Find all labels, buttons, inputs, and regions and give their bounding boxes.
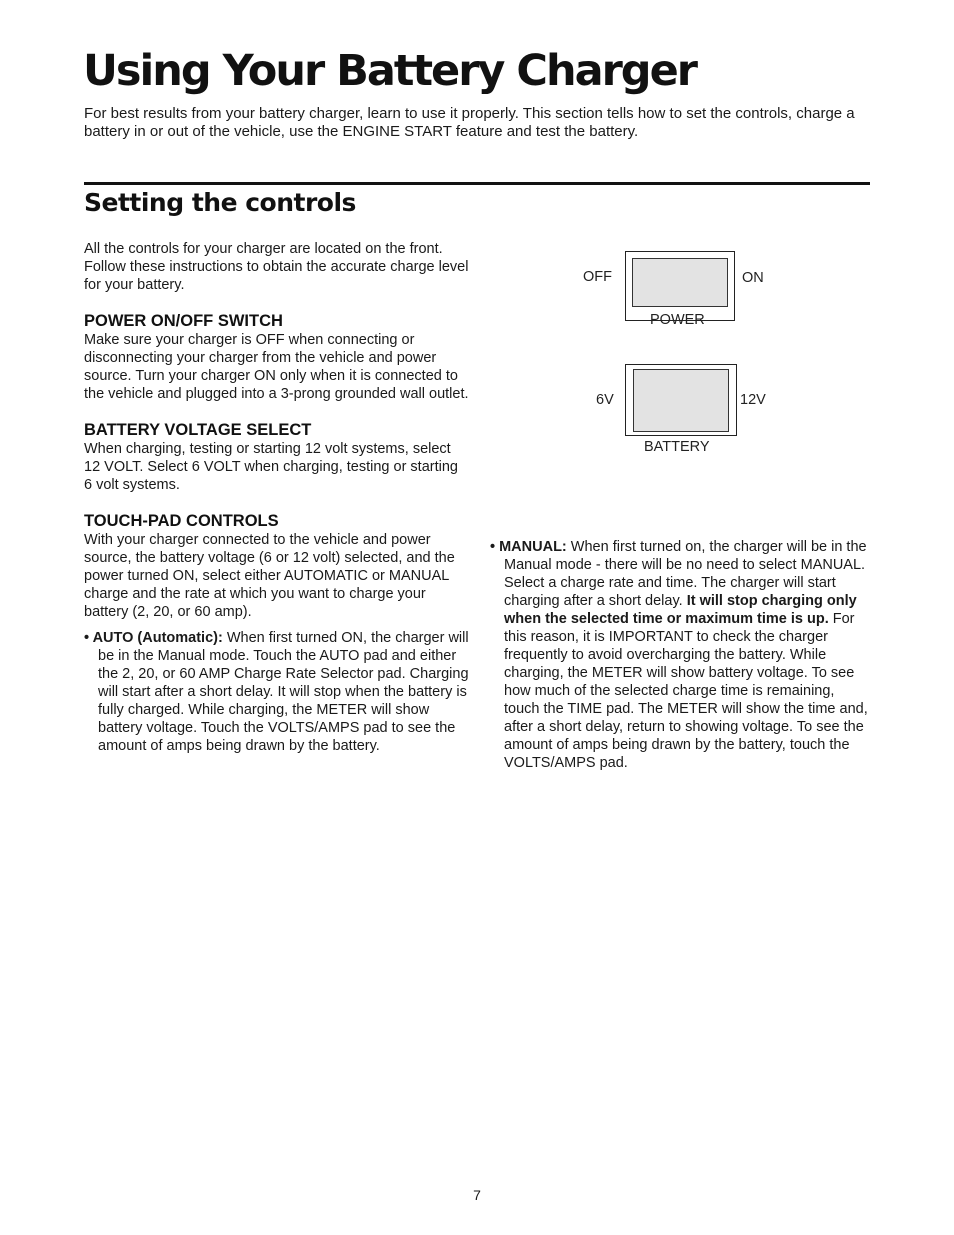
voltage-select-text: When charging, testing or starting 12 volt systems, select 12 VOLT. Select 6 VOLT when charging, testing or starting 6 volt systems. (84, 441, 458, 493)
auto-bullet-text: When first turned ON, the charger will be in the Manual mode. Touch the AUTO pad and either the 2, 20, or 60 AMP Charge Rate Selector pad. Charging will start after a short delay. It will stop when the battery is fully charged. While charging, the METER will show battery voltage. Touch the VOLTS/AMPS pad to see the amount of amps being drawn by the battery. (98, 630, 469, 754)
right-column (490, 538, 872, 772)
auto-bullet (84, 629, 469, 755)
battery-switch-6v-label: 6V (596, 392, 614, 408)
power-switch-off-label: OFF (583, 269, 612, 285)
voltage-select-heading: BATTERY VOLTAGE SELECT (84, 421, 312, 439)
touch-pad-heading: TOUCH-PAD CONTROLS (84, 512, 279, 530)
left-column (84, 240, 469, 755)
page-title: Using Your Battery Charger (83, 46, 696, 96)
power-switch-caption: POWER (650, 312, 705, 328)
section-title: Setting the controls (84, 188, 356, 217)
battery-switch-frame (625, 364, 737, 436)
battery-switch-caption: BATTERY (644, 439, 710, 455)
page-number: 7 (473, 1187, 481, 1203)
section-divider (84, 182, 870, 185)
controls-intro: All the controls for your charger are located on the front. Follow these instructions to obtain the accurate charge level for your battery. (84, 241, 469, 293)
touch-pad-text: With your charger connected to the vehicle and power source, the battery voltage (6 or 12 volt) selected, and the power turned ON, select either AUTOMATIC or MANUAL charge and the rate at which you want to charge your battery (2, 20, or 60 amp). (84, 532, 455, 620)
manual-bullet-label: • MANUAL: (490, 539, 567, 555)
power-switch-on-label: ON (742, 270, 764, 286)
power-switch-frame (625, 251, 735, 321)
power-switch-rocker (632, 258, 728, 307)
battery-switch-12v-label: 12V (740, 392, 766, 408)
intro-paragraph: For best results from your battery charger, learn to use it properly. This section tells how to set the controls, charge a battery in or out of the vehicle, use the ENGINE START feature and test the battery. (84, 105, 855, 140)
power-switch-heading: POWER ON/OFF SWITCH (84, 312, 283, 330)
manual-bullet-text-1: When first turned on, the charger will be in the Manual mode - there will be no need to select MANUAL. Select a charge rate and time. The charger will start charging after a short delay. (504, 539, 867, 609)
manual-bullet-warning: It will stop charging only when the selected time or maximum time is up. (504, 593, 857, 627)
battery-switch-rocker (633, 369, 729, 432)
auto-bullet-label: • AUTO (Automatic): (84, 630, 223, 646)
manual-bullet (490, 538, 872, 772)
manual-bullet-text-2: For this reason, it is IMPORTANT to check the charger frequently to avoid overcharging the battery. While charging, the METER will show battery voltage. To see how much of the selected charge time is remaining, touch the TIME pad. The METER will show the time and, after a short delay, return to showing voltage. To see the amount of amps being drawn by the battery, touch the VOLTS/AMPS pad. (504, 611, 868, 771)
power-switch-text: Make sure your charger is OFF when connecting or disconnecting your charger from the vehicle and power source. Turn your charger ON only when it is connected to the vehicle and plugged into a 3-prong grounded wall outlet. (84, 332, 469, 402)
